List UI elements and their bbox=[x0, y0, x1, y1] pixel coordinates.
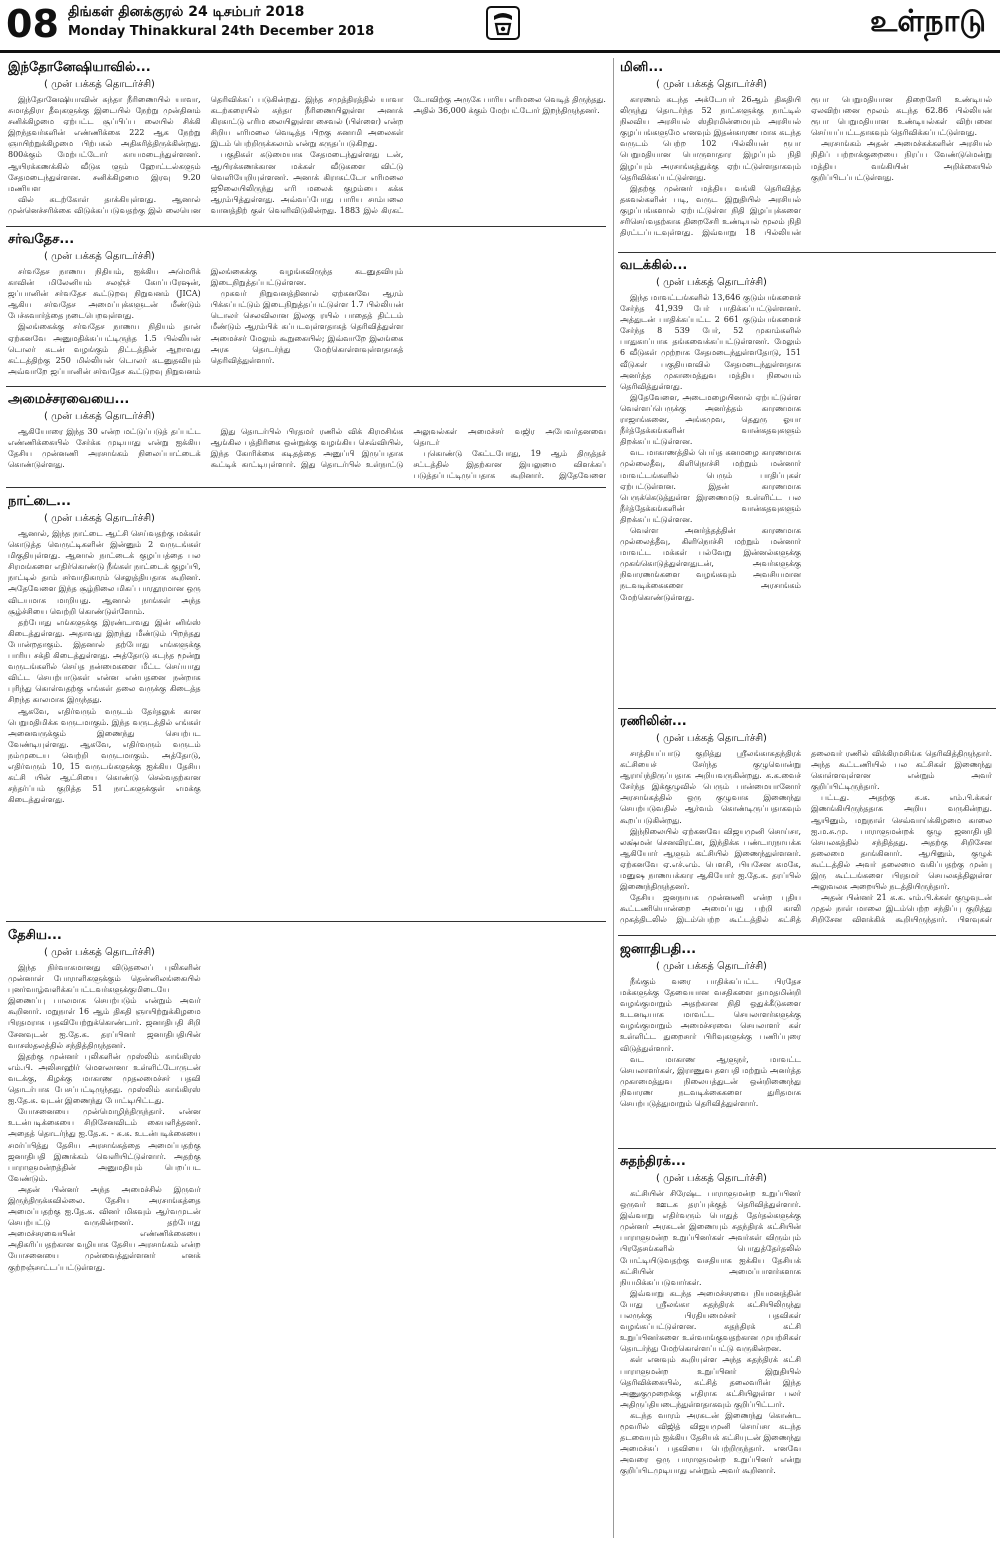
paragraph: இந்த மாவட்டங்களில் 13,646 குடும்பங்களைச் சேர்ந்த 41,939 பேர் பாதிக்கப்பட்டுள்ளனர். அத்துடன் பாதிக்கப்பட்ட 2 661 குடும்பங்களைச் சேர்ந்த 8 539 பேர், 52 முகாம்களில் பாதுகாப்பாக தங்கவைக்கப்பட்டுள்ளனர். மேலும் 6 வீடுகள் முற்றாக சேதமடைந்துள்ளதோடு, 151 வீடுகள் பகுதியளவில் சேதமடைந்துள்ளதாக அனர்த்த முகாமைத்துவ மத்திய நிலையம் தெரிவித்துள்ளது. bbox=[620, 293, 801, 391]
story-heading: வடக்கில்... bbox=[620, 258, 688, 273]
paragraph: இதற்கு முன்னர் மத்திய வங்கி தெரிவித்த தகவல்களின் படி, வருட இறுதியில் அரசியல் குழப்பங்களால் ஏற்பட்டுள்ள நிதி இழப்புக்களை சரிசெய்வதற்காக திறைசேரி உண்டியல் மூலம் நிதி திரட்டப்படவுள்ளது. இவ்வாறு 18 பில்லியன் ரூபா பெறுமதியான திறைசேரி உண்டியல் ஏலவிற்பனை மூலம் கடந்த 62.86 பில்லியன் ரூபா பெறுமதியான உண்டியல்கள் விற்பனை செய்யப்பட்டதாகவும் தெரிவிக்கப்பட்டுள்ளது. bbox=[620, 95, 992, 238]
story-heading: ஜனாதிபதி... bbox=[620, 942, 697, 957]
section-title: உள்நாடு bbox=[870, 4, 986, 39]
story-cabinet bbox=[8, 392, 606, 484]
paragraph: இதேவேளை, அடைமழையினால் ஏற்பட்டுள்ள வெள்ளப்பெருக்கு அனர்த்தம் காரணமாக ராஜாங்கனை, அங்கமுவ, தெதுரு ஓயா நீர்த்தேக்கங்களின் வான்கதவுகளும் திறக்கப்பட்டுள்ளன. bbox=[620, 392, 801, 447]
masthead bbox=[0, 0, 1000, 53]
paragraph: ஆகியோரை இந்த 30 என்ற மட்டுப்படுத் தப்பட்ட எண்ணிக்கையில் சேர்க்க முடியாது என்று ஐக்கிய தேசிய முன்னணி அரசாங்கம் நிலைப்பாட்டைக் கொண்டுள்ளது. bbox=[8, 427, 201, 470]
story-body bbox=[620, 1188, 992, 1538]
paragraph: இதற்கு முன்னர் புலிகளின் முஸ்லிம் காங்கிரஸ் எம்.பி. அலிசாஹிர் மௌலானா உள்ளிட்டோருடன் வடக்கு, கிழக்கு மாகாண முதலமைச்சர் பதவி தொடர்பாக பேசப்பட்டிருந்தது. முஸ்லிம் காங்கிரஸ் ஐ.தே.க. வுடன் இணைந்து போட்டியிட்டது. bbox=[8, 1051, 201, 1106]
paragraph: இந்நிலையில் ஏற்கனவே விஜயமுனி சொய்சா, லக்ஷ்மன் செனவிரட்ன, இந்திக்க பண்டாரநாயக்க ஆகியோர் ஆளும் கட்சியில் இணைந்துள்ளனர். ஏற்கனவே ஏ.எச்.எம். பௌசி, பியசேன கமகே, மனுஷ நாணயக்கார ஆகியோர் ஐ.தே.க. தரப்பில் இணைந்திருந்தனர். bbox=[620, 826, 801, 892]
paragraph: இது தொடர்பில் பிரதமர் ரணில் விக் கிரமசிங்க ஆங்கில பத்திரிகை ஒன்றுக்கு வழங்கிய செவ்வியில், இந்த கோரிக்கை கடிதத்தை அனுப்பி இருப்பதாக கூட்டிக் காட்டியுள்ளார். இது தொடர்பில் உள்நாட்டு அலுவல்கள் அமைச்சர் வஜிர அபேவர்தனவை தொடர் bbox=[210, 427, 606, 470]
date-english: Monday Thinakkural 24th December 2018 bbox=[68, 24, 375, 39]
story-heading: சர்வதேச... bbox=[8, 232, 75, 247]
paragraph: வட மாகாணத்தில் பெய்த கனமழை காரணமாக முல்லைதீவு, கிளிநொச்சி மற்றும் மன்னார் மாவட்டங்களில் பெரும் பாதிப்புகள் ஏற்பட்டுள்ளன. இதன் காரணமாக பெருக்கெடுத்துள்ள இரணைமடு உள்ளிட்ட பல நீர்த்தேக்கங்களின் வான்கதவுகளும் திறக்கப்பட்டுள்ளன. bbox=[620, 448, 801, 524]
story-ranil bbox=[620, 714, 992, 932]
paragraph: முகவர் நிறுவனத்தினால் ஏற்கனவே ஆரம் பிக்கப்பட்டும் இடைநிறுத்தப்பட்டுள்ள 1.7 பில்லியன் டொலர் செலவிலான இலகு ரயில் பாதைத் திட்டம் மீண்டும் ஆரம்பிக் கப்படவுள்ளதாகத் தெரிவித்துள்ள அமைச்சர் மேலும் கூறுகையில்; இவ்வாறே இலங்கை அரசு தொடர்ந்து மேற்கொள்ளவுள்ளதாகத் தெரிவித்துள்ளார். bbox=[210, 289, 404, 365]
story-indonesia bbox=[8, 60, 606, 222]
story-body bbox=[620, 94, 992, 248]
date-tamil: திங்கள் தினக்குரல் 24 டிசம்பர் 2018 bbox=[68, 4, 305, 20]
paragraph: காரணம் கடந்த அக்டோபர் 26ஆம் திகதியி லிருந்து தொடர்ந்த 52 நாட்களுக்கு நாட்டில் நிலவிய அரசியல் ஸ்திரமின்மையும் அரசியல் குழப்பங்களுமே எனவும் இதன்காரண மாக கடந்த வருடம் பெற்ற 102 பில்லியன் ரூபா பெறுமதியான பொருளாதார இழப்பும் நிதி இழப்பும் அரசாங்கத்துக்கு ஏற்பட்டுள்ளதாகவும் தெரிவிக்கப்பட்டுள்ளது. bbox=[620, 95, 801, 182]
paragraph: யோசனையை முன்மொழிந்திருந்தார். என்ன உடன்படிக்கையை சிறிசேனவிடம் கையளித்தனர். அதைத் தொடர்ந்து ஐ.தே.க. - சு.க. உடன்படிக்கையை சமர்ப்பித்து தேசிய அரசாங்கத்தை அமைப்பதற்கு ஜனாதிபதி இணக்கம் வெளியிட்டுள்ளார். அதற்கு பாராளுமன்றத்தின் அனுமதியும் பெறப்பட வேண்டும். bbox=[8, 1107, 201, 1183]
paragraph: சர்வதேச நாணய நிதியம், ஐக்கிய அமெரிக் காவின் மிலேனியம் சலஞ்ச் கோப்பரேஷன், ஜப்பானின் சர்வதேச கூட்டுறவு நிறுவனம் (JICA) ஆகிய சர்வதேச அமைப்புக்களுடன் மீண்டும் பேச்சுவார்த்தை நடைபெறவுள்ளது. bbox=[8, 267, 201, 321]
story-body bbox=[620, 292, 992, 704]
story-freedom-party bbox=[620, 1154, 992, 1538]
story-north bbox=[620, 258, 992, 704]
paragraph: அதன் பின்னர் அந்த அமைச்சில் இருவர் இருந்திருக்கவில்லை. தேசிய அரசாங்கத்தை அமைப்பதற்கு ஐ.தே.க. வினர் மிகவும் ஆர்வமுடன் செயற்பட்டு வருகின்றனர். தற்போது அமைச்சரவையின் எண்ணிக்கையை அதிகரிப்பதற்கான வழியாக தேசிய அரசாங்கம் என்ற யோசனையை முன்வைத்துள்ளனர் எனக் குற்றஞ்சாட்டப்பட்டுள்ளது. bbox=[8, 1184, 201, 1272]
continued-label: ( முன் பக்கத் தொடர்ச்சி) bbox=[656, 733, 767, 744]
newspaper-logo-icon bbox=[486, 6, 520, 40]
story-heading: அமைச்சரவையை... bbox=[8, 392, 130, 407]
continued-label: ( முன் பக்கத் தொடர்ச்சி) bbox=[44, 947, 155, 958]
story-body bbox=[620, 748, 992, 932]
story-heading: ரணிலின்... bbox=[620, 714, 687, 729]
paragraph: இந்தோனேஷியாவின் சுந்தா நீரிணையில் யாவா, சுமாத்திரா தீவுகளுக்கு இடையில் நேற்று முன்தினம் சனிக்கிழமை ஏற்பட்ட சூப்பிப்ப லையில் சிக்கி இறந்தவர்களின் எண்ணிக்கை 222 ஆக நேற்று ஞாயிற்றுக்கிழமை பிற்பகல் அதிகரித்திருக்கின்றது. 800க்கும் மேற்பட்டோர் காயமடைந்துள்ளனர். ஆயிரக்கணக்கில் வீடுக ளும் ஹோட்டல்களும் சேதமடைந்துள்ளன. சனிக்கிழமை இரவு 9.20 மணியள bbox=[8, 95, 201, 193]
story-heading: நாட்டை... bbox=[8, 494, 71, 509]
story-body bbox=[8, 962, 606, 1538]
continued-label: ( முன் பக்கத் தொடர்ச்சி) bbox=[44, 79, 155, 90]
story-body bbox=[8, 94, 606, 222]
paragraph: ஆகவே, எதிர்வரும் வருடம் தேர்தலுக் கான பெறுமதிமிக்க வருடமாகும். இந்த வருடத்தில் எங்கள் அனைவருக்கும் இணைந்து செயற்பட வேண்டியுள்ளது. ஆகவே, எதிர்வரும் வருடம் நம்முடைய வெற்றி வருடமாகும். அத்தோடு, எதிர்வரும் 10, 15 வருடங்களுக்கு ஐக்கிய தேசிய கட்சி யின் ஆட்சியை கொண்டு செல்வதற்கான சந்தர்ப்பம் குறித்த 51 நாட்களுக்குள் எமக்கு கிடைத்துள்ளது. bbox=[8, 706, 201, 805]
paragraph: பகுதிகள் கடுமையாக சேதமடைந்துள்ளது டன், ஆயிரக்கணக்கான மக்கள் வீடுகளை விட்டு வெளியேறியுள்ளனர். அனாக் கிராகட்டோ எரிமலை ஜூலையிலிருந்து எரி மலைக் குழம்பை கக்க ஆரம்பித்துள்ளது. அவ்வப்போது பாரிய சாம்பலை வானத்திற் குள் வெளிவிடுகின்றது. 1883 இல் கிரகட் டோவிற்கு அருகே பாரிய எரிமலை வெடித் திருந்தது. அதில் 36,000 க்கும் மேற்பட்டோர் இறந்திருந்தனர். bbox=[210, 95, 606, 215]
paragraph: ஆனால், இந்த நாட்டை ஆட்சி செய்வதற்கு மக்கள் கொடுத்த வெருட்டிகளின் இன்னும் 2 வருடங்கள் மிகுதியுள்ளது. ஆனால் நாட்டைக் குழப்பத்தை பல சிரமங்களை எதிர்கொண்டு நீங்கள் நாட்டைக் குழப்பி, நாட்டில் தாம் சர்வாதிகாரம் செலுத்தியதாக கூறினர். அதேவேளை இந்த சூழ்நிலை மிகப் பாரதூரமான ஒரு விடயமாக மாறியது. ஆனால் நாங்கள் அந்த சூழ்ச்சியை வெற்றி கொண்டுள்ளோம். bbox=[8, 529, 201, 616]
paragraph: வட மாகாண ஆளுநர், மாவட்ட செயலாளர்கள், இராணுவ தளபதி மற்றும் அனர்த்த முகாமைத்துவ நிலையத்துடன் ஒன்றிணைந்து நிவாரண நடவடிக்கைகளை துரிதமாக செயற்படுத்துமாறும் தெரிவித்துள்ளார். bbox=[620, 1054, 801, 1109]
story-national bbox=[8, 928, 606, 1538]
story-international bbox=[8, 232, 606, 382]
page-number: 08 bbox=[6, 2, 59, 46]
paragraph: இந்த நிர்வாகமானது விடுதலைப் புலிகளின் முன்னாள் போராளிகளுக்கும் தென்னிலங்கையில் புனர்வாழ்வளிக்கப்பட்டவர்களுக்குமிடையே இணைப்பு பாலமாக செயற்படும் என்றும் அவர் கூறினார். மறுநாள் 16 ஆம் திகதி ஞாயிற்றுக்கிழமை பிரதமராக பதவியேற்றுக்கொண்டார். ஜனாதிபதி சிறி சேனவுடன் ஐ.தே.க. தரப்பினர் ஜனாதிபதியின் வாசஸ்தலத்தில் சந்தித்திருந்தனர். bbox=[8, 963, 201, 1050]
paragraph: இலங்கைக்கு சர்வதேச நாணய நிதியம் தான் ஏற்கனவே அனுமதிக்கப்பட்டிருந்த 1.5 பில்லியன் டொலர் கடன் வழங்கும் திட்டத்தின் ஆறாவது கட்டத்திற்கு 250 மில்லியன் டொலர் கடனுதவியும் அவ்வாறே ஜப்பானின் சர்வதேச கூட்டுறவு நிறுவனம் இலங்கைக்கு வழங்கவிருந்த கடனுதவியும் இடைநிறுத்தப்பட்டுள்ளன. bbox=[8, 267, 404, 376]
paragraph: அதன் பின்னர் 21 க.க. எம்.பி.க்கள் குழுவுடன் முதல் நாள் மாலை இடம்பெற்ற சந்திப்பு குறித்து சிறிசேன விளக்கிக் கூறியிருந்தார். பிளவுகள் bbox=[811, 893, 992, 925]
story-heading: தேசிய... bbox=[8, 928, 62, 943]
paragraph: தற்போது எங்களுக்கு இரண்டாவது இன் னிங்ஸ் கிடைத்துள்ளது. அதாவது இறந்து மீண்டும் பிறந்தது போன்றதாகும். இதனால் தற்போது எங்களுக்கு பாரிய சக்தி கிடைத்துள்ளது. அத்தோடு கடந்த மூன்று வருடங்களில் செய்த நன்மைகளை மீட்ட செய்யாது விட்ட செயற்பாடுகள் என்ன என்பதனை நன்றாக புரிந்து கொள்வதற்கு எங்கள் தலை வருக்கு கிடைத்த சிறந்த காலமாக இருந்தது. bbox=[8, 617, 201, 705]
story-body bbox=[8, 528, 606, 918]
paragraph: நீங்கும் வரை பாதிக்கப்பட்ட பிரதேச மக்களுக்கு தேவையான வசதிகளை தாமதமின்றி வழங்குமாறும் அதற்கான நிதி ஒதுக்கீடுகளை உடனடியாக மாவட்ட செயலாளர்களுக்கு வழங்குமாறும் அமைச்சரவை செயலாளர் கள் உள்ளிட்ட துறைசார் பிரிவுகளுக்கு பணிப்புரை விடுத்துள்ளார். bbox=[620, 977, 801, 1053]
story-body bbox=[8, 426, 606, 484]
story-country bbox=[8, 494, 606, 918]
paragraph: சாத்தியப்பாடு குறித்து ஸ்ரீலங்காசுதந்திரக் கட்சியைச் சேர்ந்த குழுவொன்று ஆராய்ந்திருப்பதாக அறியவருகின்றது. சு.க.வைச் சேர்ந்த இக்குழுவில் பெரும் பான்மையானோர் அரசாங்கத்தில் ஒரு குழுவாக இணைந்து செயற்படுவதில் ஆர்வம் கொண்டிருப்பதாகவும் கூறப்படுகின்றது. bbox=[620, 749, 801, 825]
paragraph: கட்சியின் சிரேஷ்ட பாராளுமன்ற உறுப்பினர் ஒருவர் ஊடக தரப்புக்குத் தெரிவித்துள்ளார். இவ்வாறு எதிர்வரும் பொதுத் தேர்தல்களுக்கு முன்னர் அரசுடன் இணையும் சுதந்திரக் கட்சியின் பாராளுமன்ற உறுப்பினர்கள் அவர்கள் விரும்பும் பிரதேசங்களில் பொதுத்தேர்தலில் போட்டியிடுவதற்கு வசதியாக ஐக்கிய தேசியக் கட்சியின் அமைப்பாளர்களாக நியமிக்கப்படுவார்கள். bbox=[620, 1189, 801, 1287]
paragraph: வில் கடற்கோள் தாக்கியுள்ளது. ஆனால் முன்னெச்சரிக்கை விடுக்கப்படுவதற்கு இல் லையென தெரிவிக்கப் படுகின்றது. இந்த சமுத்திரத்தில் யாவா கடற்கரையில் சுந்தா நீரிணையிலுள்ள அனாக் கிரகாட்டு எரிம லையிலுள்ள சைவல் (பிள்ளை) என்ற சிறிய எரிமலை வெடித்த பிறகு சுனாமி அலைகள் இடம் பெற்றிருக்கலாம் என்று கருதப்படுகிறது. bbox=[8, 95, 404, 215]
paragraph: பட்டது. அதற்கு சு.க. எம்.பி.க்கள் இணங்கியிருந்ததாக அறிய வருகின்றது. ஆயினும், மறுநாள் செவ்வாய்க்கிழமை காலை ஐ.ம.சு.மு. பாராளுமன்றக் குழு ஜனாதிபதி செயலகத்தில் சந்தித்தது. அதற்கு சிறிசேன தலைமை தாங்கினார். ஆயினும், குழுக் கூட்டத்தில் அவர் தலைமை வகிப்பதற்கு முன்பு இரு கூட்டங்களை பிரதமர் செயலகத்திலுள்ள அலுவலக அறையில் நடத்தியிருந்தார். bbox=[811, 793, 992, 892]
continued-label: ( முன் பக்கத் தொடர்ச்சி) bbox=[656, 961, 767, 972]
story-body bbox=[620, 976, 992, 1142]
continued-label: ( முன் பக்கத் தொடர்ச்சி) bbox=[44, 513, 155, 524]
paragraph: கடந்த வாரம் அரசுடன் இணைந்து கொண்ட மூவரில் விஜித் விஜயமுனி சொய்சா கடந்த தடவையும் ஐக்கிய தேசியக் கட்சியுடன் இணைந்து அமைச்சுப் பதவியை பெற்றிருந்தார். எனவே அவரை ஒரு பாராளுமன்ற உறுப்பினர் என்று குறிப்பிடமுடியாது என்றும் அவர் கூறினார். bbox=[620, 1410, 801, 1476]
continued-label: ( முன் பக்கத் தொடர்ச்சி) bbox=[656, 79, 767, 90]
continued-label: ( முன் பக்கத் தொடர்ச்சி) bbox=[656, 1173, 767, 1184]
paragraph: வெள்ள அனர்த்தத்தின் காரணமாக முல்லைத்தீவு, கிளிநொச்சி மற்றும் மன்னார் மாவட்ட மக்கள் பல்வேறு இன்னல்களுக்கு முகங்கொடுத்துள்ளதுடன், அவர்களுக்கு நிவாரணங்களை வழங்கவும் அவசியமான நடவடிக்கைகளை அரசாங்கம் மேற்கொண்டுள்ளது. bbox=[620, 525, 801, 602]
paragraph: இவ்வாறு கடந்த அமைச்சரவை நியமனத்தின் போது ஸ்ரீலங்கா சுதந்திரக் கட்சியிலிருந்து பலருக்கு பிரதியமைச்சர் பதவிகள் வழங்கப்பட்டுள்ளன. சுதந்திரக் கட்சி உறுப்பினர்களை உள்வாங்குவதற்கான முயற்சிகள் தொடர்ந்து மேற்கொள்ளப்பட்டு வருகின்றன. bbox=[620, 1288, 801, 1354]
story-president bbox=[620, 942, 992, 1142]
paragraph: புகொண்டு கேட்டபோது, 19 ஆம் திருத்தச் சட்டத்தில் இதற்கான இயலுமை விளக்கப் படுத்தப்பட்டிருப்பதாக கூறினார். இதேவேளை bbox=[413, 449, 606, 481]
paragraph: கள் எனவும் கூறியுள்ள அந்த சுதந்திரக் கட்சி பாராளுமன்ற உறுப்பினர் இறுதியில் தெரிவிக்கையில், கட்சித் தலைவரின் இந்த அணுகுமுறைக்கு எதிராக கட்சியிலுள்ள பலர் அதிருப்தியடைந்துள்ளதாகவும் குறிப்பிட்டார். bbox=[620, 1355, 801, 1409]
continued-label: ( முன் பக்கத் தொடர்ச்சி) bbox=[656, 277, 767, 288]
story-body bbox=[8, 266, 606, 382]
story-heading: மினி... bbox=[620, 60, 664, 75]
continued-label: ( முன் பக்கத் தொடர்ச்சி) bbox=[44, 251, 155, 262]
story-heading: இந்தோனேஷியாவில்... bbox=[8, 60, 151, 75]
continued-label: ( முன் பக்கத் தொடர்ச்சி) bbox=[44, 411, 155, 422]
paragraph: அரசாங்கம் அதன் அமைச்சுக்களின் அரசியல் நிதிப் பற்றாக்குறையை நிரப்ப வேண்டுமென்று மத்திய வங்கியின் அறிக்கையில் குறிப்பிடப்பட்டுள்ளது. bbox=[811, 139, 992, 182]
paragraph: தேசிய ஜனநாயக முன்னணி என்ற புதிய கூட்டணியொன்றை அமைப்பது பற்றி காலி முகத்திடலில் இடம்பெற்ற கூட்டத்தில் கட்சித் தலைவர் ரணில் விக்கிரமசிங்க தெரிவித்திருந்தார். அந்த கூட்டணியில் பல கட்சிகள் இணைந்து கொள்ளவுள்ளன என்றும் அவர் குறிப்பிட்டிருந்தார். bbox=[620, 749, 992, 925]
story-heading: சுதந்திரக்... bbox=[620, 1154, 686, 1169]
story-mini bbox=[620, 60, 992, 248]
